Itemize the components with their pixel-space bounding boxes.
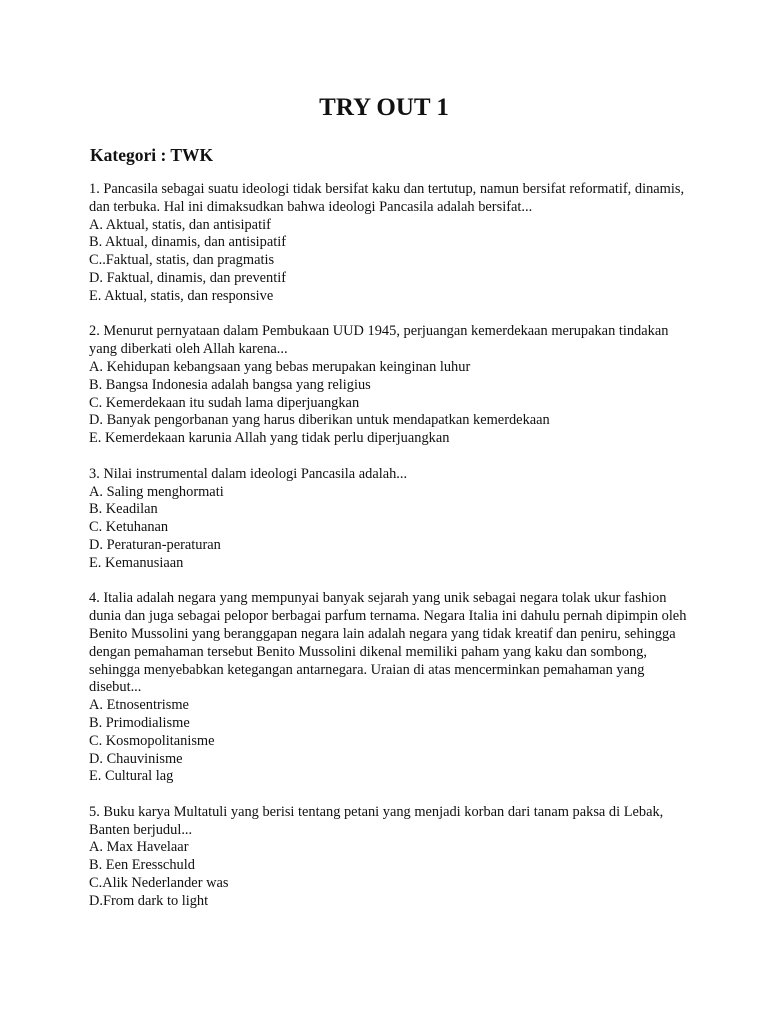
question-2 [89,323,689,448]
answer-option: E. Kemanusiaan [89,554,184,571]
answer-option: A. Saling menghormati [89,483,224,500]
answer-option: B. Primodialisme [89,714,190,731]
answer-option: A. Etnosentrisme [89,697,189,714]
answer-option: E. Aktual, statis, dan responsive [89,287,274,304]
question-3 [89,466,689,573]
question-4 [89,590,689,786]
answer-option: D. Peraturan-peraturan [89,536,221,553]
answer-option: C.Alik Nederlander was [89,875,229,892]
question-stem: 5. Buku karya Multatuli yang berisi tentang petani yang menjadi korban dari tanam paksa di Lebak, Banten berjudul... [89,803,664,838]
question-stem: 1. Pancasila sebagai suatu ideologi tidak bersifat kaku dan tertutup, namun bersifat reformatif, dinamis, dan terbuka. Hal ini dimaksudkan bahwa ideologi Pancasila adalah bersifat... [89,181,685,215]
answer-option: B. Aktual, dinamis, dan antisipatif [89,234,287,251]
answer-option: D. Faktual, dinamis, dan preventif [89,269,287,286]
answer-option: B. Bangsa Indonesia adalah bangsa yang religius [89,376,371,393]
question-stem: 3. Nilai instrumental dalam ideologi Pancasila adalah... [89,465,408,482]
answer-option: A. Aktual, statis, dan antisipatif [89,216,271,233]
answer-option: C. Kemerdekaan itu sudah lama diperjuangkan [89,394,360,411]
answer-option: A. Kehidupan kebangsaan yang bebas merupakan keinginan luhur [89,358,471,375]
question-stem: 4. Italia adalah negara yang mempunyai banyak sejarah yang unik sebagai negara tolak ukur fashion dunia dan juga sebagai pelopor berbagai parfum ternama. Negara Italia ini dahulu pernah dipimpin oleh Benito Mussolini yang beranggapan negara lain adalah negara yang tidak kreatif dan peniru, sehingga dengan pemahaman tersebut Benito Mussolini dikenal memiliki paham yang kaku dan sombong, sehingga menyebabkan ketegangan antarnegara. Uraian di atas mencerminkan pemahaman yang disebut... [89,590,687,696]
question-stem: 2. Menurut pernyataan dalam Pembukaan UUD 1945, perjuangan kemerdekaan merupakan tindakan yang diberkati oleh Allah karena... [89,323,669,358]
answer-option: B. Een Eresschuld [89,857,195,874]
answer-option: D. Banyak pengorbanan yang harus diberikan untuk mendapatkan kemerdekaan [89,412,550,429]
answer-option: C. Kosmopolitanisme [89,732,215,749]
answer-option: E. Kemerdekaan karunia Allah yang tidak perlu diperjuangkan [89,430,450,447]
answer-option: D. Chauvinisme [89,750,183,767]
category-heading: Kategori : TWK [90,145,214,165]
answer-option: B. Keadilan [89,501,158,518]
answer-option: C. Ketuhanan [89,519,169,536]
answer-option: D.From dark to light [89,892,209,909]
question-list [89,181,689,928]
document-title: TRY OUT 1 [319,94,449,121]
question-5 [89,804,689,911]
answer-option: A. Max Havelaar [89,839,189,856]
question-1 [89,181,689,306]
answer-option: C..Faktual, statis, dan pragmatis [89,252,275,269]
answer-option: E. Cultural lag [89,768,174,785]
